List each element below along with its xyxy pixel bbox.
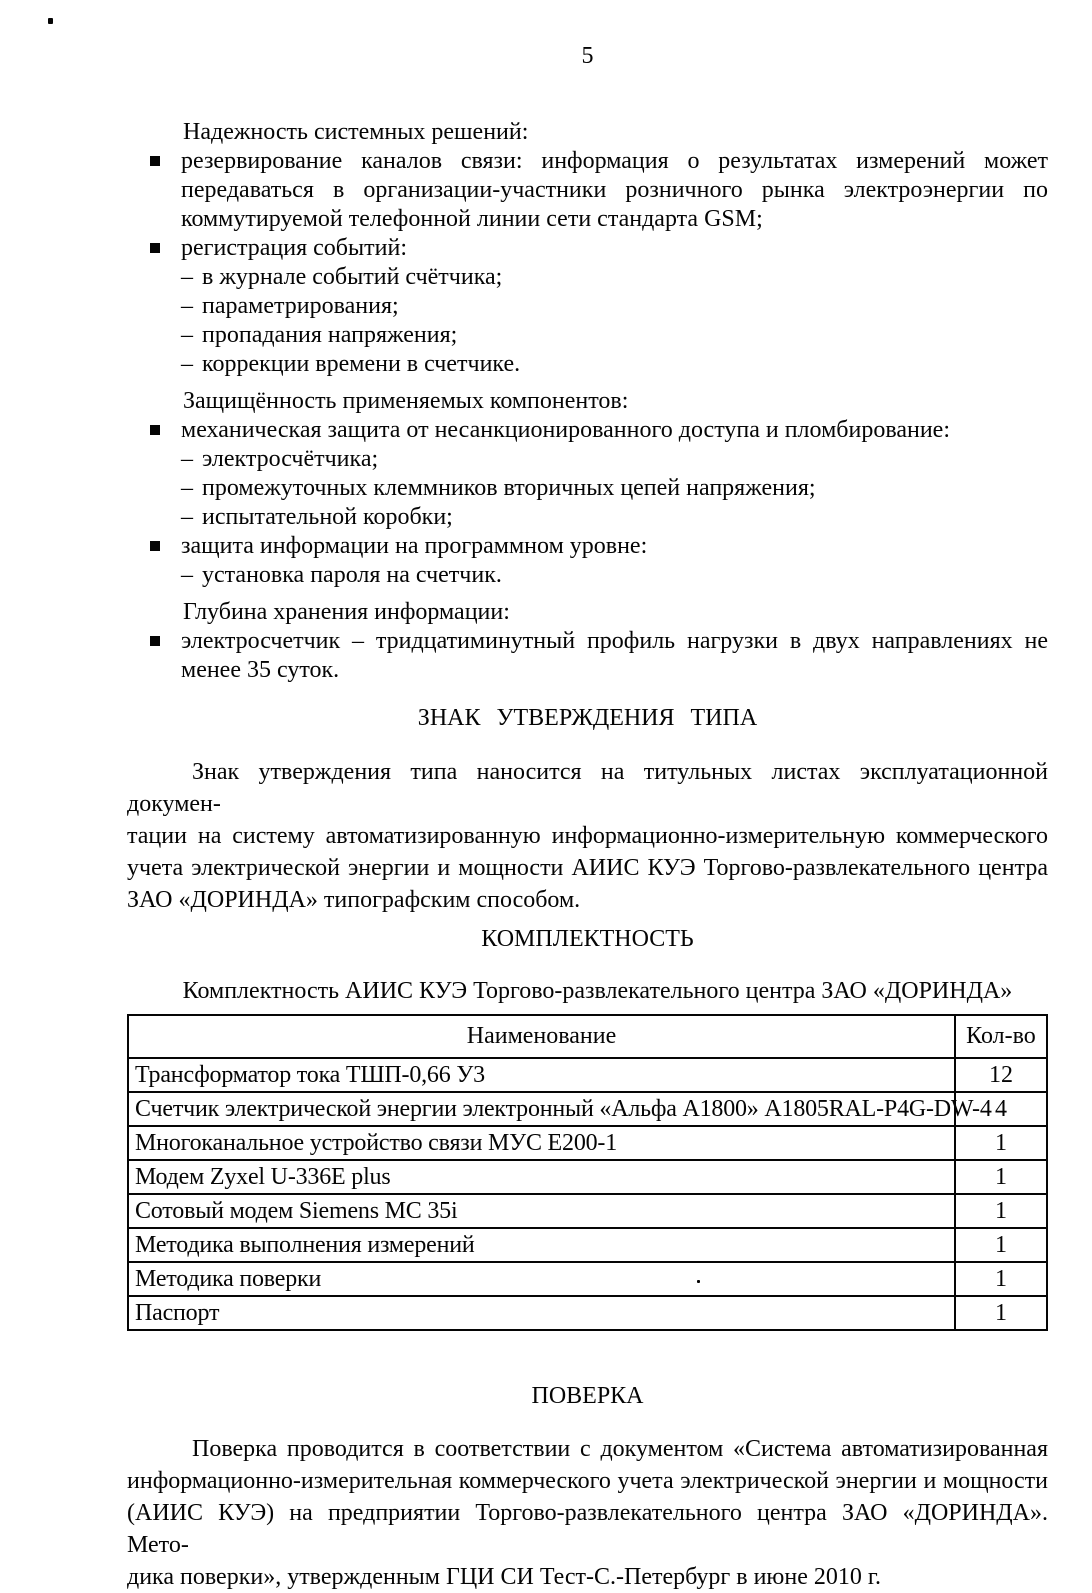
bullet-square-icon	[150, 156, 160, 166]
sub-item	[127, 561, 1048, 590]
item-name-cell: Модем Zyxel U-336E plus	[128, 1160, 955, 1194]
sub-item-text: пропадания напряжения;	[202, 322, 458, 348]
paragraph-line: дика поверки», утвержденным ГЦИ СИ Тест-С.-Петербург в июне 2010 г.	[127, 1564, 881, 1590]
bullet-line: регистрация событий:	[181, 235, 407, 261]
dash-icon: –	[181, 504, 193, 530]
bullet-square-icon	[150, 541, 160, 551]
item-qty-cell: 1	[955, 1296, 1047, 1330]
table-caption: Комплектность АИИС КУЭ Торгово-развлекательного центра ЗАО «ДОРИНДА»	[182, 978, 1013, 1004]
paragraph-line: Знак утверждения типа наносится на титульных листах эксплуатационной докумен-	[127, 759, 1048, 817]
paragraph-line: информационно-измерительная коммерческого учета электрической энергии и мощности	[127, 1468, 1048, 1494]
bullet-line: коммутируемой телефонной линии сети стандарта GSM;	[181, 206, 763, 232]
bullet-item	[127, 147, 1048, 234]
paragraph-line: (АИИС КУЭ) на предприятии Торгово-развлекательного центра ЗАО «ДОРИНДА». Мето-	[127, 1500, 1048, 1558]
dash-icon: –	[181, 475, 193, 501]
paragraph-line: тации на систему автоматизированную информационно-измерительную коммерческого	[127, 823, 1048, 849]
dash-icon: –	[181, 322, 193, 348]
type-approval-paragraph	[127, 756, 1048, 916]
sub-item	[127, 263, 1048, 292]
table-row	[128, 1058, 1047, 1092]
sub-item-text: в журнале событий счётчика;	[202, 264, 503, 290]
bullet-line: передаваться в организации-участники розничного рынка электроэнергии по	[181, 177, 1048, 203]
table-row	[128, 1194, 1047, 1228]
dash-icon: –	[181, 562, 193, 588]
sub-item	[127, 474, 1048, 503]
completeness-table	[127, 1014, 1048, 1331]
scan-artifact-dot	[48, 18, 53, 24]
bullet-line: механическая защита от несанкционированного доступа и пломбирование:	[181, 417, 950, 443]
bullet-line: электросчетчик – тридцатиминутный профиль нагрузки в двух направлениях не	[181, 628, 1048, 654]
sub-item-text: промежуточных клеммников вторичных цепей напряжения;	[202, 475, 816, 501]
item-name-cell: Трансформатор тока ТШП-0,66 У3	[128, 1058, 955, 1092]
bullet-line: защита информации на программном уровне:	[181, 533, 648, 559]
bullet-line: менее 35 суток.	[181, 657, 340, 683]
item-qty-cell: 1	[955, 1160, 1047, 1194]
paragraph-line: ЗАО «ДОРИНДА» типографским способом.	[127, 887, 581, 913]
dash-icon: –	[181, 264, 193, 290]
list-title-protection: Защищённость применяемых компонентов:	[183, 388, 629, 414]
column-header-name: Наименование	[128, 1015, 955, 1058]
column-header-qty: Кол-во	[955, 1015, 1047, 1058]
bullet-square-icon	[150, 425, 160, 435]
bullet-item	[127, 416, 1048, 445]
table-row	[128, 1228, 1047, 1262]
item-qty-cell: 4	[955, 1092, 1047, 1126]
section-heading-type-approval: ЗНАК УТВЕРЖДЕНИЯ ТИПА	[417, 705, 758, 731]
dash-icon: –	[181, 293, 193, 319]
bullet-square-icon	[150, 243, 160, 253]
list-title-storage-depth: Глубина хранения информации:	[183, 599, 510, 625]
item-name-cell: Сотовый модем Siemens MC 35i	[128, 1194, 955, 1228]
table-row	[128, 1126, 1047, 1160]
bullet-item	[127, 532, 1048, 561]
item-qty-cell: 12	[955, 1058, 1047, 1092]
sub-item	[127, 292, 1048, 321]
sub-item	[127, 503, 1048, 532]
table-row	[128, 1296, 1047, 1330]
page-content	[127, 40, 1048, 1593]
sub-item-text: установка пароля на счетчик.	[202, 562, 502, 588]
table-row	[128, 1262, 1047, 1296]
section-heading-verification: ПОВЕРКА	[531, 1383, 644, 1409]
item-qty-cell: 1	[955, 1126, 1047, 1160]
sub-item-text: электросчётчика;	[202, 446, 379, 472]
table-header-row	[128, 1015, 1047, 1058]
item-name-cell: Паспорт	[128, 1296, 955, 1330]
item-name-cell: Методика выполнения измерений	[128, 1228, 955, 1262]
verification-paragraph	[127, 1433, 1048, 1593]
bullet-item	[127, 234, 1048, 263]
bullet-line: резервирование каналов связи: информация о результатах измерений может	[181, 148, 1048, 174]
paragraph-line: учета электрической энергии и мощности АИИС КУЭ Торгово-развлекательного центра	[127, 855, 1048, 881]
paragraph-line: Поверка проводится в соответствии с документом «Система автоматизированная	[192, 1436, 1048, 1462]
page-number: 5	[581, 43, 594, 69]
bullet-item	[127, 627, 1048, 685]
item-qty-cell: 1	[955, 1228, 1047, 1262]
bullet-lists-section	[127, 118, 1048, 685]
sub-item-text: испытательной коробки;	[202, 504, 453, 530]
item-name-cell: Многоканальное устройство связи МУС Е200-1	[128, 1126, 955, 1160]
section-heading-completeness: КОМПЛЕКТНОСТЬ	[481, 926, 694, 952]
item-name-cell: Счетчик электрической энергии электронный «Альфа А1800» А1805RAL-P4G-DW-4	[128, 1092, 955, 1126]
dash-icon: –	[181, 351, 193, 377]
table-row	[128, 1092, 1047, 1126]
sub-item-text: коррекции времени в счетчике.	[202, 351, 521, 377]
table-row	[128, 1160, 1047, 1194]
sub-item	[127, 321, 1048, 350]
item-name-cell: Методика поверки	[128, 1262, 955, 1296]
item-qty-cell: 1	[955, 1262, 1047, 1296]
sub-item	[127, 445, 1048, 474]
dash-icon: –	[181, 446, 193, 472]
bullet-square-icon	[150, 636, 160, 646]
sub-item	[127, 350, 1048, 379]
item-qty-cell: 1	[955, 1194, 1047, 1228]
sub-item-text: параметрирования;	[202, 293, 399, 319]
list-title-reliability: Надежность системных решений:	[183, 119, 529, 145]
